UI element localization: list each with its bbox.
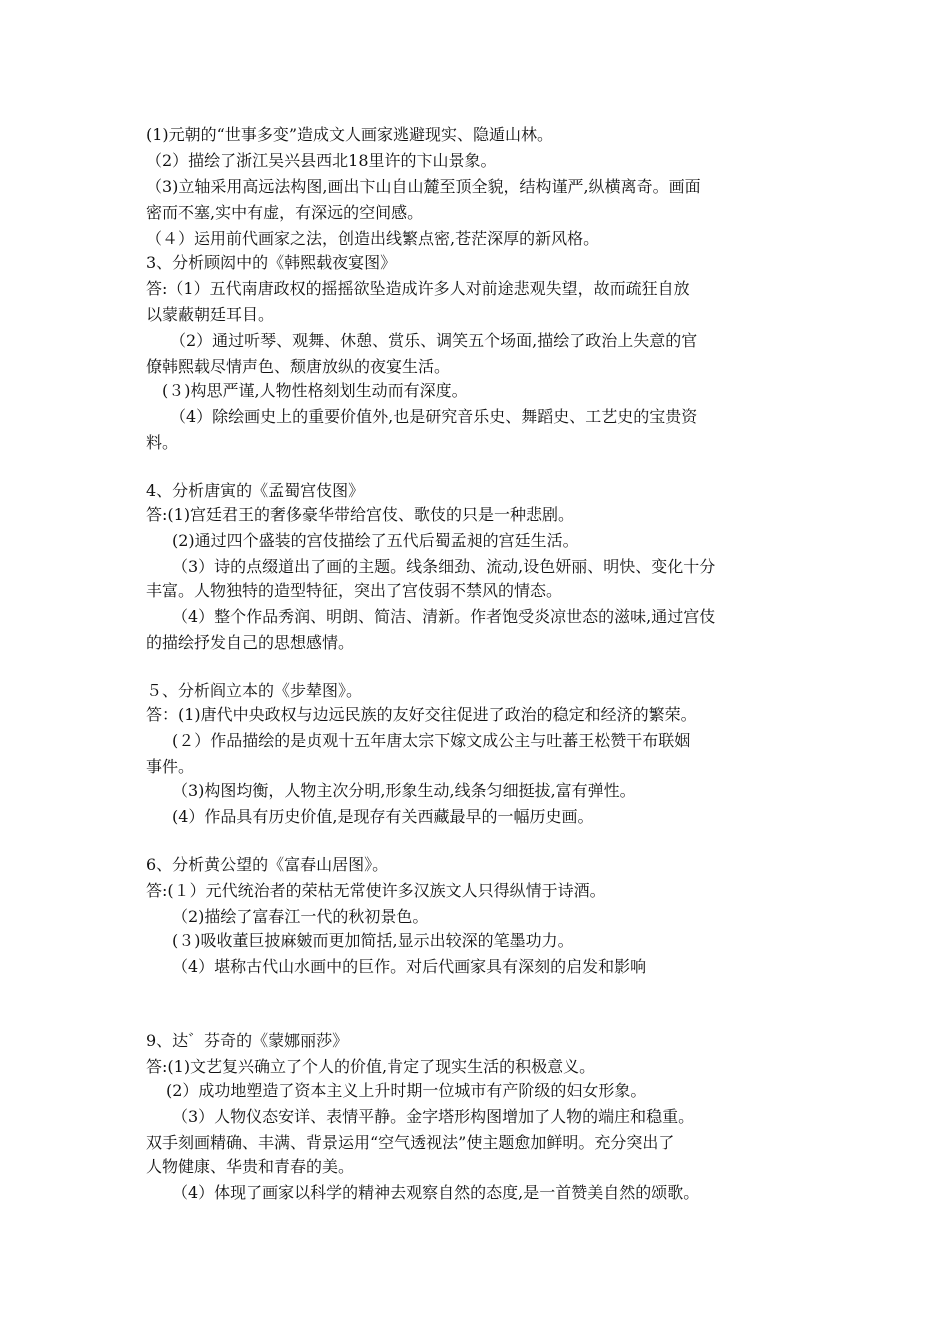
text-line: （2）描绘了浙江吴兴县西北18里许的卞山景象。	[146, 151, 497, 170]
section-heading: 3、分析顾闳中的《韩熙载夜宴图》	[146, 253, 397, 272]
text-line: 双手刻画精确、丰满、背景运用“空气透视法”使主题愈加鲜明。充分突出了	[146, 1133, 675, 1152]
text-line: (３)构思严谨,人物性格刻划生动而有深度。	[162, 381, 468, 400]
section-heading: ５、分析阎立本的《步辇图》。	[146, 681, 363, 700]
text-line: 答:（1）五代南唐政权的摇摇欲坠造成许多人对前途悲观失望，故而疏狂自放	[146, 279, 690, 298]
text-line: （2)描绘了富春江一代的秋初景色。	[172, 907, 429, 926]
text-line: (３)吸收董巨披麻皴而更加简括,显示出较深的笔墨功力。	[172, 931, 574, 950]
text-line: (1)元朝的“世事多变”造成文人画家逃避现实、隐遁山林。	[146, 125, 554, 144]
text-line: 的描绘抒发自己的思想感情。	[146, 633, 355, 652]
text-line: 答:(1)宫廷君王的奢侈豪华带给宫伎、歌伎的只是一种悲剧。	[146, 505, 575, 524]
text-line: 僚韩熙载尽情声色、颓唐放纵的夜宴生活。	[146, 357, 451, 376]
section-heading: 9、达゛芬奇的《蒙娜丽莎》	[146, 1031, 349, 1050]
text-line: 密而不塞,实中有虚，有深远的空间感。	[146, 203, 424, 222]
text-line: （４）运用前代画家之法，创造出线繁点密,苍茫深厚的新风格。	[146, 229, 600, 248]
text-line: 答：(1)唐代中央政权与边远民族的友好交往促进了政治的稳定和经济的繁荣。	[146, 705, 697, 724]
section-heading: 4、分析唐寅的《孟蜀宫伎图》	[146, 481, 365, 500]
text-line: 人物健康、华贵和青春的美。	[146, 1157, 355, 1176]
text-line: (2)通过四个盛装的宫伎描绘了五代后蜀孟昶的宫廷生活。	[172, 531, 579, 550]
text-line: 答:(１）元代统治者的荣枯无常使许多汉族文人只得纵情于诗酒。	[146, 881, 606, 900]
section-heading: 6、分析黄公望的《富春山居图》。	[146, 855, 389, 874]
text-line: （2）通过听琴、观舞、休憩、赏乐、调笑五个场面,描绘了政治上失意的官	[170, 331, 698, 350]
text-line: (2）成功地塑造了资本主义上升时期一位城市有产阶级的妇女形象。	[166, 1081, 647, 1100]
text-line: (4）作品具有历史价值,是现存有关西藏最早的一幅历史画。	[172, 807, 594, 826]
text-line: （4）堪称古代山水画中的巨作。对后代画家具有深刻的启发和影响	[172, 957, 647, 976]
text-line: （3)立轴采用高远法构图,画出卞山自山麓至顶全貌，结构谨严,纵横离奇。画面	[146, 177, 701, 196]
text-line: 答:(1)文艺复兴确立了个人的价值,肯定了现实生活的积极意义。	[146, 1057, 596, 1076]
text-line: 丰富。人物独特的造型特征，突出了宫伎弱不禁风的情态。	[146, 581, 563, 600]
text-line: （4）除绘画史上的重要价值外,也是研究音乐史、舞蹈史、工艺史的宝贵资	[170, 407, 698, 426]
text-line: (２）作品描绘的是贞观十五年唐太宗下嫁文成公主与吐蕃王松赞干布联姻	[172, 731, 691, 750]
text-line: （4）整个作品秀润、明朗、简洁、清新。作者饱受炎凉世态的滋味,通过宫伎	[172, 607, 716, 626]
text-line: （3）诗的点缀道出了画的主题。线条细劲、流动,设色妍丽、明快、变化十分	[172, 557, 716, 576]
text-line: 以蒙蔽朝廷耳目。	[146, 305, 275, 324]
text-line: （3)构图均衡，人物主次分明,形象生动,线条匀细挺拔,富有弹性。	[172, 781, 636, 800]
text-line: 事件。	[146, 757, 195, 776]
text-line: （3）人物仪态安详、表情平静。金字塔形构图增加了人物的端庄和稳重。	[172, 1107, 695, 1126]
text-line: 料。	[146, 433, 179, 452]
text-line: （4）体现了画家以科学的精神去观察自然的态度,是一首赞美自然的颂歌。	[172, 1183, 700, 1202]
